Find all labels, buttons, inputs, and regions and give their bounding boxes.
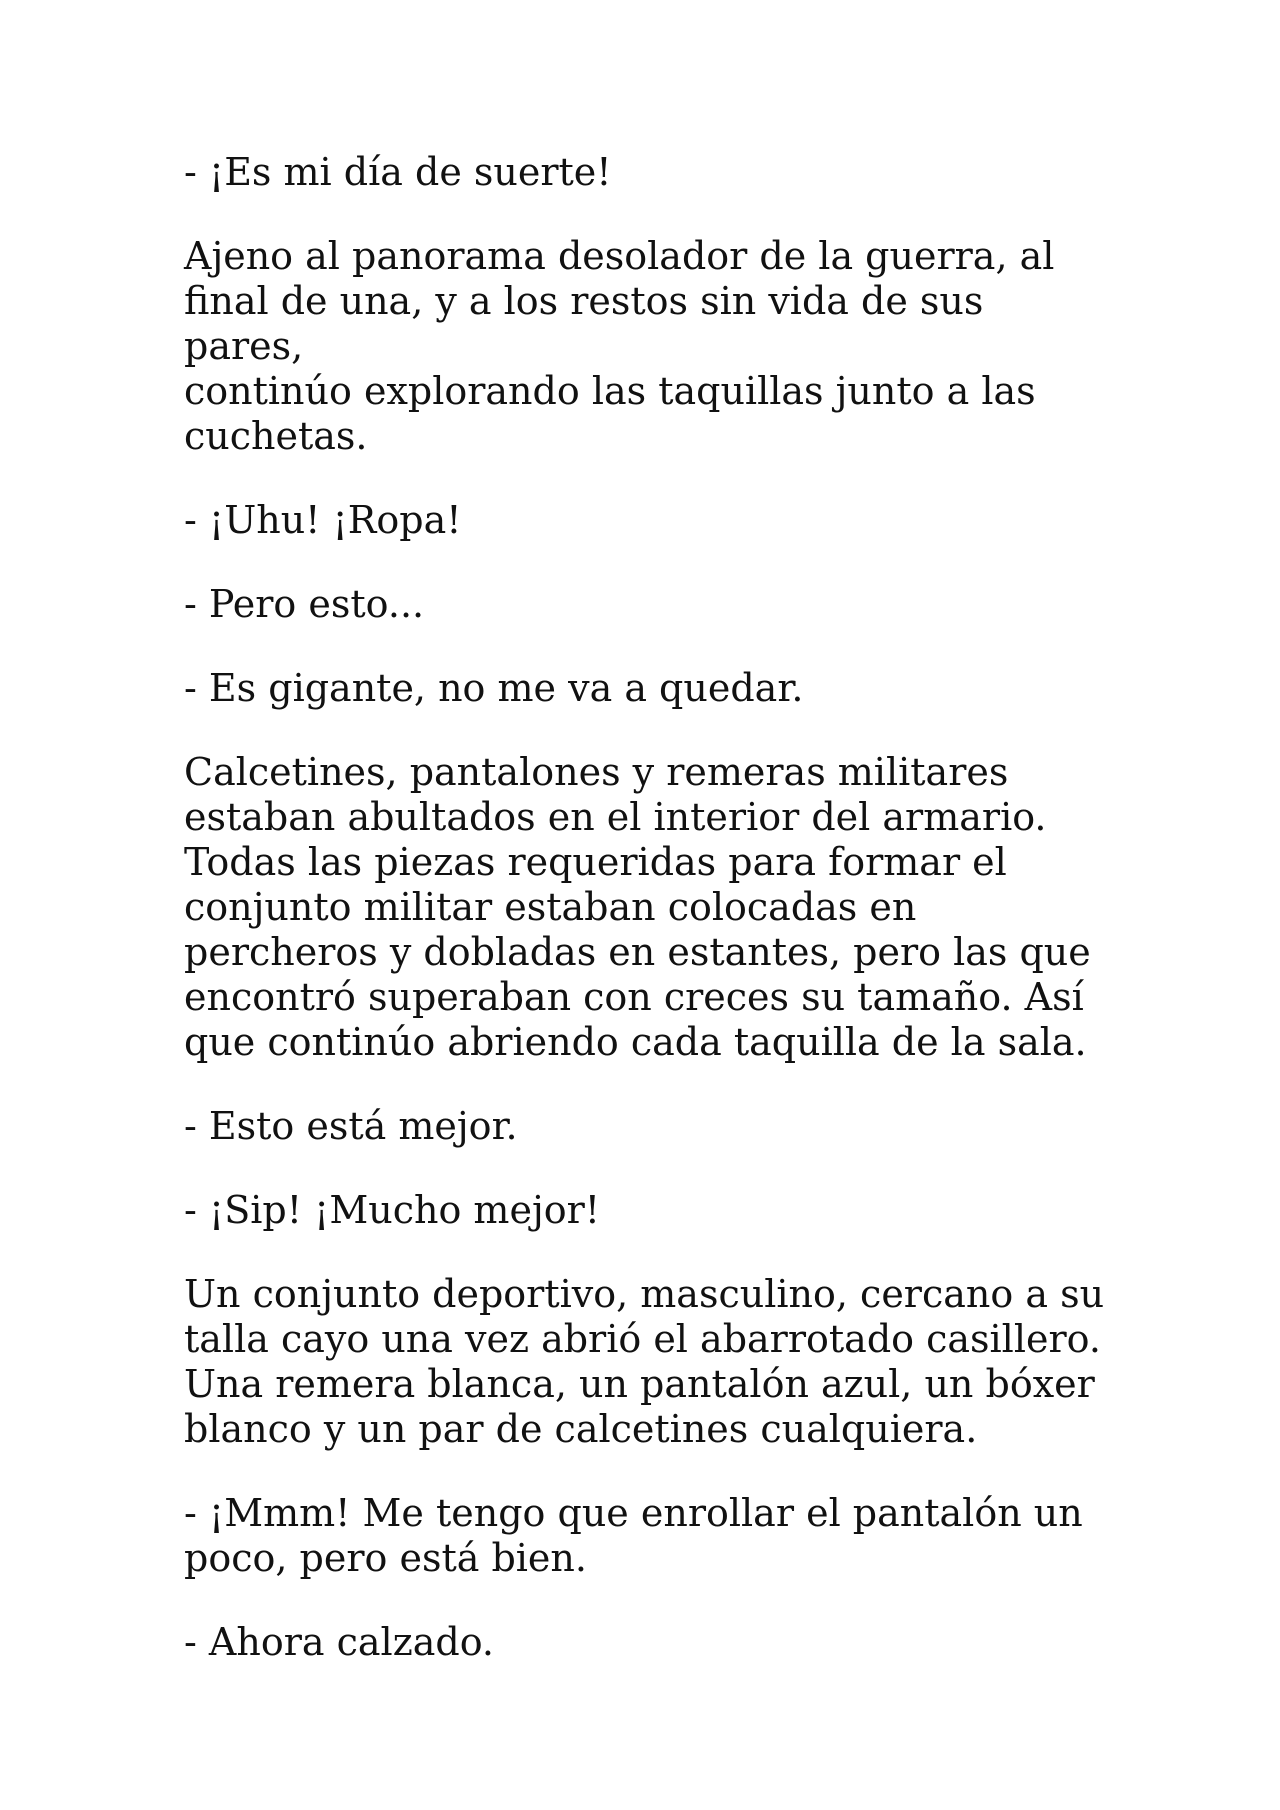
narrative-paragraph: Un conjunto deportivo, masculino, cercano a su talla cayo una vez abrió el abarrotado casillero. Una remera blanca, un pantalón azul, un bóxer blanco y un par de calcetines cualquiera. [184,1272,1105,1451]
dialogue-line: - Esto está mejor. [184,1104,518,1148]
narrative-paragraph: Calcetines, pantalones y remeras militares estaban abultados en el interior del armario. Todas las piezas requeridas para formar el conjunto militar estaban colocadas en percheros y dobladas en estantes, pero las que encontró superaban con creces su tamaño. Así que continúo abriendo cada taquilla de la sala. [184,750,1091,1064]
dialogue-line: - Ahora calzado. [184,1620,494,1664]
dialogue-line: - Pero esto... [184,582,425,626]
dialogue-line: - ¡Es mi día de suerte! [184,150,612,194]
dialogue-line: - ¡Uhu! ¡Ropa! [184,498,462,542]
dialogue-line: - Es gigante, no me va a quedar. [184,666,804,710]
document-page [184,150,1114,1704]
narrative-paragraph: Ajeno al panorama desolador de la guerra, al final de una, y a los restos sin vida de sus pares, continúo explorando las taquillas junto a las cuchetas. [184,234,1055,458]
dialogue-line: - ¡Sip! ¡Mucho mejor! [184,1188,601,1232]
dialogue-line: - ¡Mmm! Me tengo que enrollar el pantalón un poco, pero está bien. [184,1491,1083,1580]
